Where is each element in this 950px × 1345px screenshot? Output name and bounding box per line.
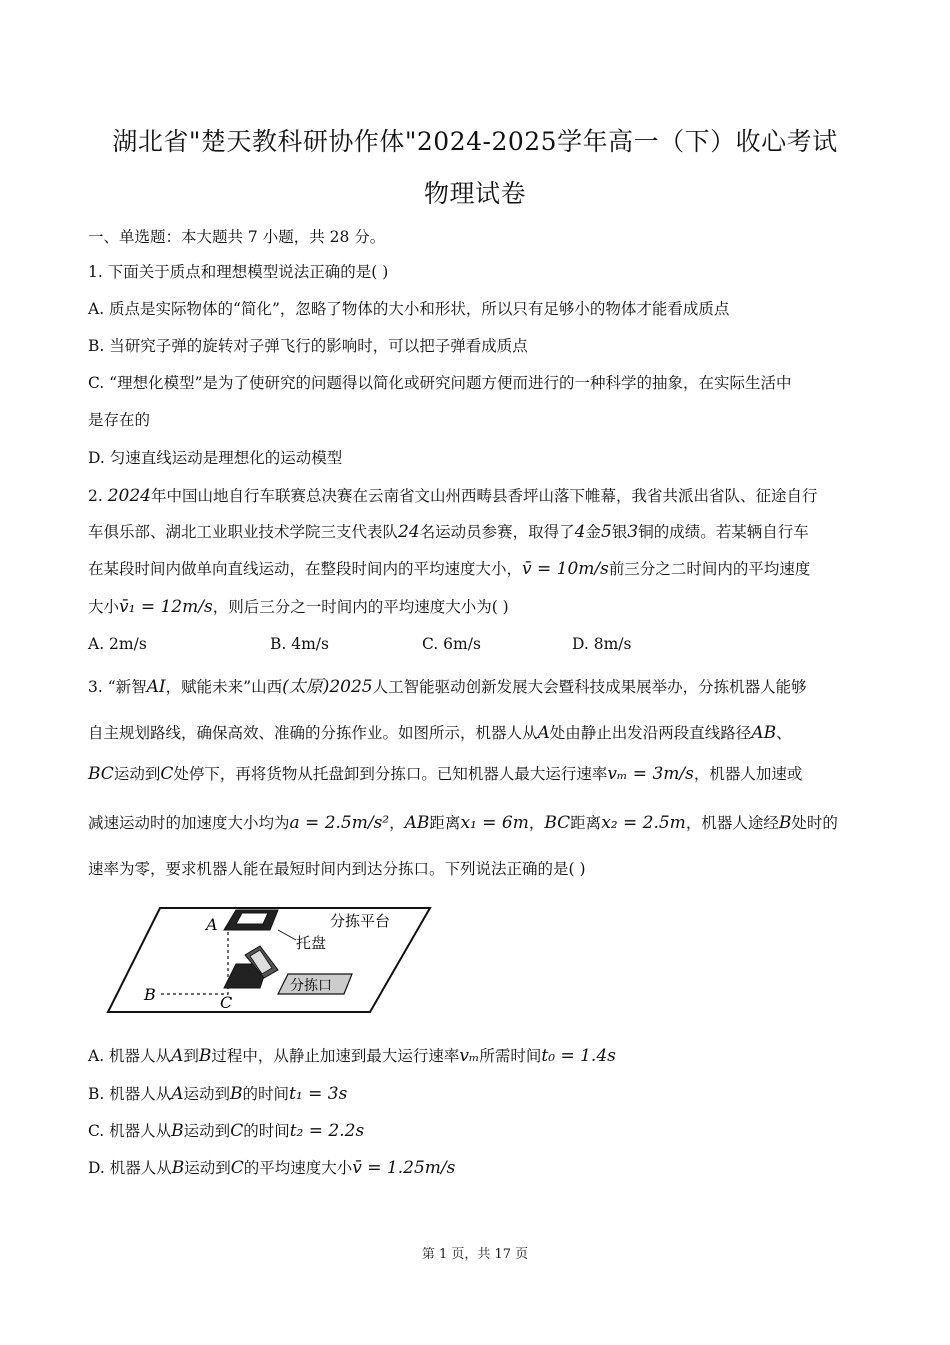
sorting-platform-diagram (100, 900, 440, 1018)
q3-text: 距离 (570, 814, 602, 832)
q3-point-c: C (230, 1158, 244, 1178)
q2-formula-v1: v̄₁ = 12m/s (119, 597, 213, 617)
path-dashed (160, 932, 228, 994)
q2-text: 年中国山地自行车联赛总决赛在云南省文山州西畴县香坪山落下帷幕，我省共派出省队、征途自行 (150, 487, 818, 505)
q2-text: 银 (611, 523, 628, 541)
q3-text: 到 (183, 1047, 199, 1065)
q1-option-d: D. 匀速直线运动是理想化的运动模型 (88, 449, 343, 467)
q3-point-b: B (171, 1158, 185, 1178)
q3-line-4 (88, 812, 868, 834)
exam-title: 湖北省"楚天教科研协作体"2024-2025学年高一（下）收心考试 (112, 127, 838, 156)
q2-line-2 (88, 521, 868, 543)
point-a-label: A (206, 915, 218, 934)
q2-line-4 (88, 596, 868, 618)
q3-point-c: C (230, 1121, 244, 1141)
q3-text: 自主规划路线，确保高效、准确的分拣作业。如图所示，机器人从 (88, 724, 538, 742)
q2-option-a: A. 2m/s (88, 635, 147, 653)
q2-year: 2024 (107, 486, 151, 506)
q3-vm: vₘ (459, 1046, 480, 1066)
q3-point-b: B (230, 1084, 243, 1104)
q1-option-a: A. 质点是实际物体的“简化”，忽略了物体的大小和形状，所以只有足够小的物体才能看成质点 (88, 300, 730, 318)
q3-option-d (88, 1157, 868, 1179)
q3-text: 过程中，从静止加速到最大运行速率 (211, 1047, 460, 1065)
q3-formula-a: a = 2.5m/s² (289, 813, 390, 833)
outlet-label: 分拣口 (290, 978, 332, 994)
q3-text: 人工智能驱动创新发展大会暨科技成果展举办，分拣机器人能够 (372, 678, 807, 696)
q2-text: 铜的成绩。若某辆自行车 (638, 523, 809, 541)
q2-option-d: D. 8m/s (572, 635, 632, 653)
q1-option-b: B. 当研究子弹的旋转对子弹飞行的影响时，可以把子弹看成质点 (88, 337, 528, 355)
q3-text: 运动到 (113, 765, 161, 783)
q3-line-5: 速率为零，要求机器人能在最短时间内到达分拣口。下列说法正确的是( ) (88, 860, 586, 878)
q2-option-b: B. 4m/s (270, 635, 329, 653)
q3-line-2 (88, 722, 868, 744)
q3-point-a: A (171, 1084, 184, 1104)
q3-text: ，赋能未来”山西 (165, 678, 283, 696)
q3-point-a: A (537, 723, 550, 743)
q2-text: ，则后三分之一时间内的平均速度大小为( ) (212, 598, 509, 616)
q2-count: 24 (398, 522, 420, 542)
q2-gold: 4 (574, 522, 586, 542)
q3-text: 处时的 (791, 814, 838, 832)
q3-text: ， (389, 814, 405, 832)
robot-top-at-a (236, 913, 268, 924)
q2-text: 车俱乐部、湖北工业职业技术学院三支代表队 (88, 523, 399, 541)
q3-text: 运动到 (183, 1085, 231, 1103)
q3-text: C. 机器人从 (88, 1122, 172, 1140)
q3-text: A. 机器人从 (88, 1047, 172, 1065)
q3-text: 处由静止出发沿两段直线路径 (549, 724, 752, 742)
q2-silver: 5 (601, 522, 612, 542)
exam-subject: 物理试卷 (423, 179, 526, 208)
q2-text: 在某段时间内做单向直线运动，在整段时间内的平均速度大小， (88, 560, 523, 578)
q3-text: 的时间 (243, 1122, 290, 1140)
q3-formula-t0: t₀ = 1.4s (541, 1046, 616, 1066)
q3-point-c: C (160, 764, 174, 784)
q3-line-3 (88, 763, 868, 785)
q3-point-a: A (171, 1046, 184, 1066)
q3-formula-t1: t₁ = 3s (289, 1084, 348, 1104)
q3-option-c (88, 1120, 868, 1142)
q3-formula-t2: t₂ = 2.2s (289, 1121, 365, 1141)
q3-text: 的平均速度大小 (243, 1159, 353, 1177)
q2-text: 名运动员参赛，取得了 (419, 523, 575, 541)
q3-line-1 (88, 676, 868, 698)
q3-formula-x1: x₁ = 6m (460, 813, 529, 833)
tray-pointer-line (278, 930, 296, 940)
q2-text: 大小 (88, 598, 120, 616)
q3-text: 减速运动时的加速度大小均为 (88, 814, 290, 832)
q3-text: B. 机器人从 (88, 1085, 172, 1103)
point-c-label: C (220, 993, 233, 1012)
q3-text: 所需时间 (479, 1047, 542, 1065)
q3-text: 处停下，再将货物从托盘卸到分拣口。已知机器人最大运行速率 (173, 765, 608, 783)
section-heading: 一、单选题：本大题共 7 小题，共 28 分。 (88, 228, 386, 246)
q3-text: ， (528, 814, 545, 832)
q3-text: ，机器人途经 (685, 814, 779, 832)
q3-text: ，机器人加速或 (693, 765, 803, 783)
q2-bronze: 3 (627, 522, 639, 542)
q3-option-b (88, 1083, 868, 1105)
q3-text: 运动到 (183, 1122, 231, 1140)
q2-formula-avg: v̄ = 10m/s (522, 559, 609, 579)
q3-point-b: B (171, 1121, 184, 1141)
tray-label: 托盘 (296, 934, 327, 952)
q1-option-c-cont: 是存在的 (88, 411, 151, 429)
q1-option-c: C. “理想化模型”是为了使研究的问题得以简化或研究问题方便而进行的一种科学的抽象，在实际生活中 (88, 374, 792, 392)
q3-formula-vbar: v̄ = 1.25m/s (352, 1158, 456, 1178)
q3-text: 运动到 (184, 1159, 231, 1177)
point-b-label: B (144, 985, 156, 1004)
q3-city-year: (太原)2025 (282, 677, 373, 697)
q3-ai: AI (146, 677, 166, 697)
q2-number: 2. (88, 487, 108, 505)
q3-segment-ab: AB (404, 813, 430, 833)
q2-text: 前三分之二时间内的平均速度 (608, 560, 811, 578)
q3-segment-bc: BC (88, 764, 114, 784)
q3-segment-bc: BC (544, 813, 571, 833)
q3-text: 距离 (429, 814, 461, 832)
q3-point-b: B (198, 1046, 212, 1066)
q2-option-c: C. 6m/s (422, 635, 481, 653)
q2-line-3 (88, 558, 868, 580)
q3-text: 的时间 (242, 1085, 290, 1103)
q3-text: 、 (776, 724, 792, 742)
platform-label: 分拣平台 (330, 912, 391, 930)
q3-formula-x2: x₂ = 2.5m (601, 813, 686, 833)
q3-segment-ab: AB (751, 723, 777, 743)
q3-text: D. 机器人从 (88, 1159, 172, 1177)
q3-formula-vm: vₘ = 3m/s (607, 764, 694, 784)
q3-text: 3. “新智 (88, 678, 147, 696)
page-footer: 第 1 页，共 17 页 (421, 1247, 529, 1262)
q3-option-a (88, 1045, 868, 1067)
q3-point-b: B (778, 813, 792, 833)
q2-line-1 (88, 485, 868, 507)
q1-stem: 1. 下面关于质点和理想模型说法正确的是( ) (88, 263, 389, 281)
q2-text: 金 (585, 523, 602, 541)
